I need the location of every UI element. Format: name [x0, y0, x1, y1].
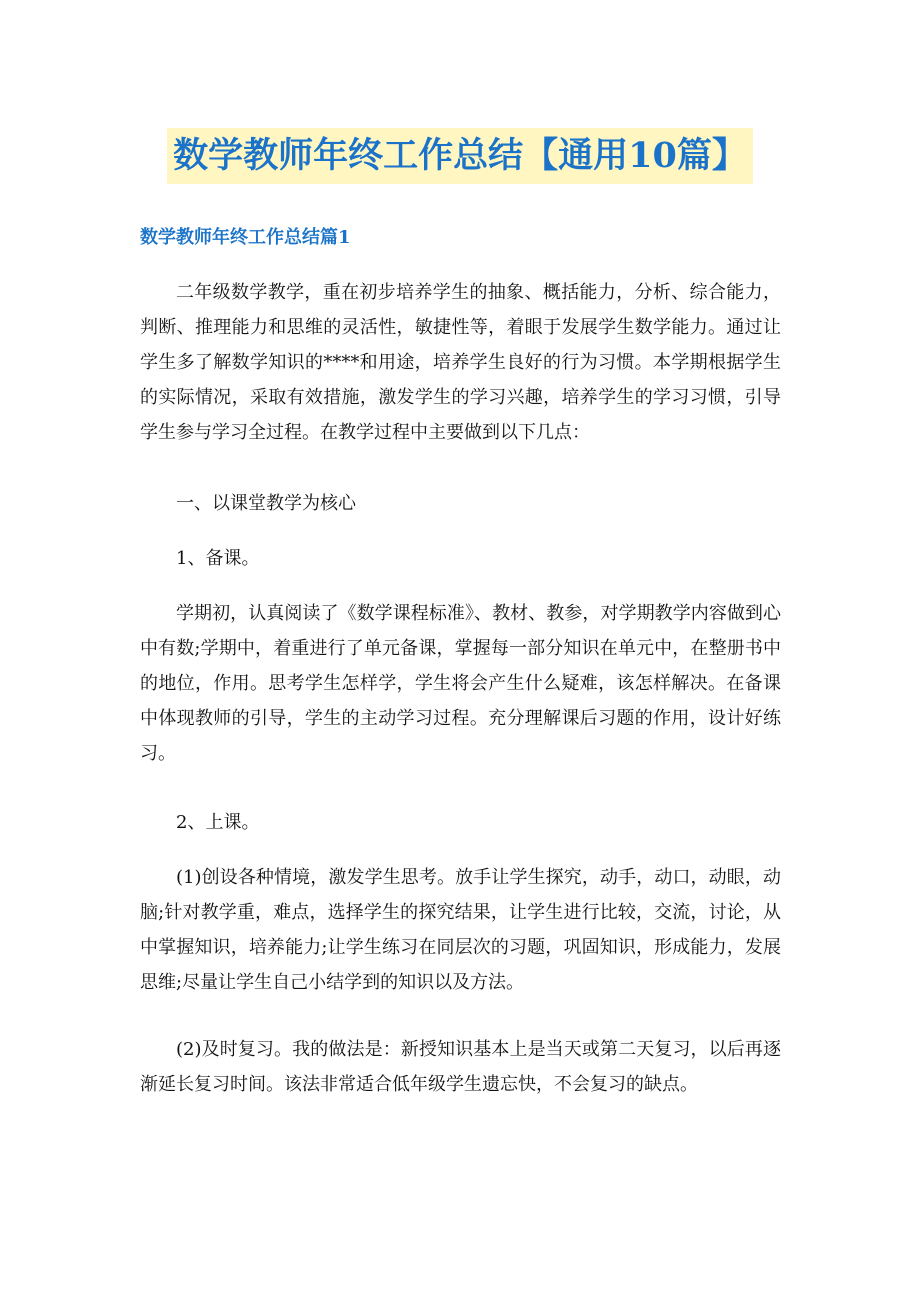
paragraph-review: (2)及时复习。我的做法是：新授知识基本上是当天或第二天复习，以后再逐渐延长复习时间。该法非常适合低年级学生遗忘快，不会复习的缺点。 — [140, 1039, 781, 1095]
paragraph-situations: (1)创设各种情境，激发学生思考。放手让学生探究，动手，动口，动眼，动脑;针对教学重，难点，选择学生的探究结果，让学生进行比较，交流，讨论，从中掌握知识，培养能力;让学生练习在同层次的习题，巩固知识，形成能力，发展思维;尽量让学生自己小结学到的知识以及方法。 — [140, 867, 781, 993]
document-title: 数学教师年终工作总结【通用10篇】 — [167, 128, 753, 184]
subheading-teaching: 2、上课。 — [176, 812, 260, 833]
subheading-lesson-prep: 1、备课。 — [176, 548, 260, 569]
subheading-classroom-core: 一、以课堂教学为核心 — [176, 493, 356, 514]
paragraph-intro: 二年级数学教学，重在初步培养学生的抽象、概括能力，分析、综合能力，判断、推理能力和思维的灵活性，敏捷性等，着眼于发展学生数学能力。通过让学生多了解数学知识的****和用途，培养学生良好的行为习惯。本学期根据学生的实际情况，采取有效措施，激发学生的学习兴趣，培养学生的学习习惯，引导学生参与学习全过程。在教学过程中主要做到以下几点： — [140, 282, 781, 443]
paragraph-lesson-prep: 学期初，认真阅读了《数学课程标准》、教材、教参，对学期教学内容做到心中有数;学期中，着重进行了单元备课，掌握每一部分知识在单元中，在整册书中的地位，作用。思考学生怎样学，学生将会产生什么疑难，该怎样解决。在备课中体现教师的引导，学生的主动学习过程。充分理解课后习题的作用，设计好练习。 — [140, 603, 781, 764]
title-container — [0, 128, 920, 184]
section-heading: 数学教师年终工作总结篇1 — [140, 227, 351, 248]
